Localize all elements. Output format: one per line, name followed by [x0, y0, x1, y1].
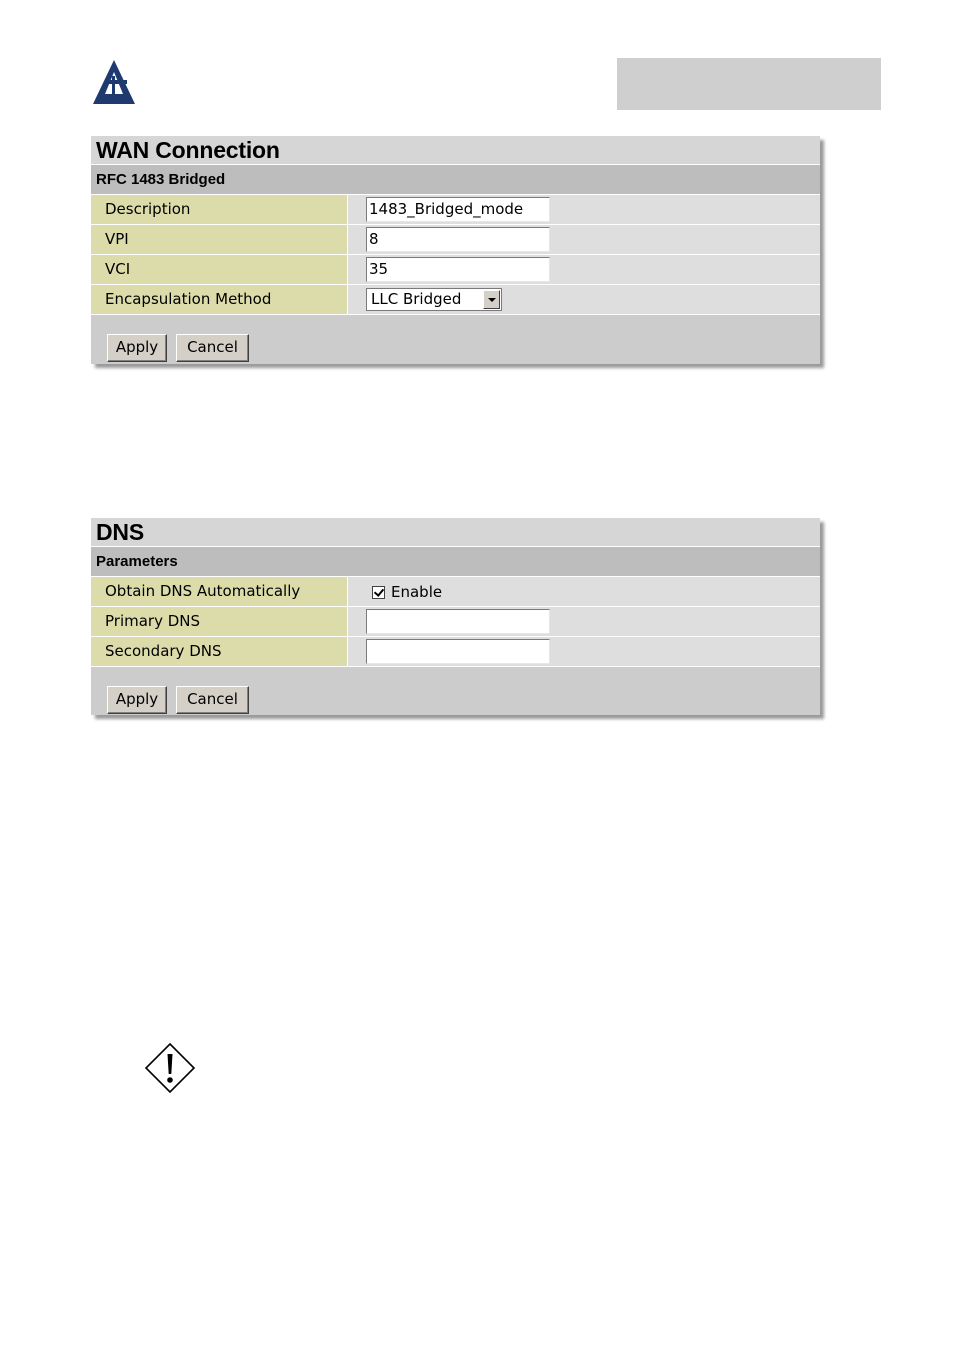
wan-connection-panel	[91, 136, 820, 364]
secondary-dns-input[interactable]	[366, 639, 550, 664]
vci-value-cell	[348, 255, 820, 284]
primary-dns-input[interactable]	[366, 609, 550, 634]
description-label: Description	[91, 195, 348, 224]
obtain-dns-label: Obtain DNS Automatically	[91, 577, 348, 606]
header-banner	[617, 58, 881, 110]
primary-dns-row	[91, 607, 820, 637]
warning-icon	[144, 1042, 196, 1094]
dns-apply-button[interactable]: Apply	[107, 686, 167, 714]
wan-panel-title: WAN Connection	[91, 136, 820, 165]
wan-button-row	[91, 315, 820, 363]
wan-panel-subtitle: RFC 1483 Bridged	[91, 165, 820, 195]
encapsulation-selected-value: LLC Bridged	[371, 290, 462, 308]
wan-cancel-button[interactable]: Cancel	[176, 334, 249, 362]
vpi-input[interactable]: 8	[366, 227, 550, 252]
dns-panel	[91, 518, 820, 715]
enable-checkbox[interactable]	[372, 586, 385, 599]
dns-cancel-button[interactable]: Cancel	[176, 686, 249, 714]
vpi-row	[91, 225, 820, 255]
enable-checkbox-wrap[interactable]	[372, 584, 442, 601]
encapsulation-value-cell	[348, 285, 820, 314]
chevron-down-icon[interactable]	[483, 290, 500, 309]
vpi-value-cell	[348, 225, 820, 254]
wan-apply-button[interactable]: Apply	[107, 334, 167, 362]
logo-icon	[91, 58, 137, 106]
encapsulation-label: Encapsulation Method	[91, 285, 348, 314]
encapsulation-row	[91, 285, 820, 315]
dns-panel-subtitle: Parameters	[91, 547, 820, 577]
vpi-label: VPI	[91, 225, 348, 254]
dns-panel-title: DNS	[91, 518, 820, 547]
primary-dns-label: Primary DNS	[91, 607, 348, 636]
enable-checkbox-label[interactable]: Enable	[391, 583, 443, 601]
vci-row	[91, 255, 820, 285]
secondary-dns-row	[91, 637, 820, 667]
description-value-cell	[348, 195, 820, 224]
secondary-dns-label: Secondary DNS	[91, 637, 348, 666]
obtain-dns-value-cell	[348, 577, 820, 606]
secondary-dns-value-cell	[348, 637, 820, 666]
encapsulation-select[interactable]	[366, 288, 502, 311]
primary-dns-value-cell	[348, 607, 820, 636]
vci-input[interactable]: 35	[366, 257, 550, 282]
description-row	[91, 195, 820, 225]
dns-button-row	[91, 667, 820, 715]
description-input[interactable]: 1483_Bridged_mode	[366, 197, 550, 222]
vci-label: VCI	[91, 255, 348, 284]
obtain-dns-row	[91, 577, 820, 607]
